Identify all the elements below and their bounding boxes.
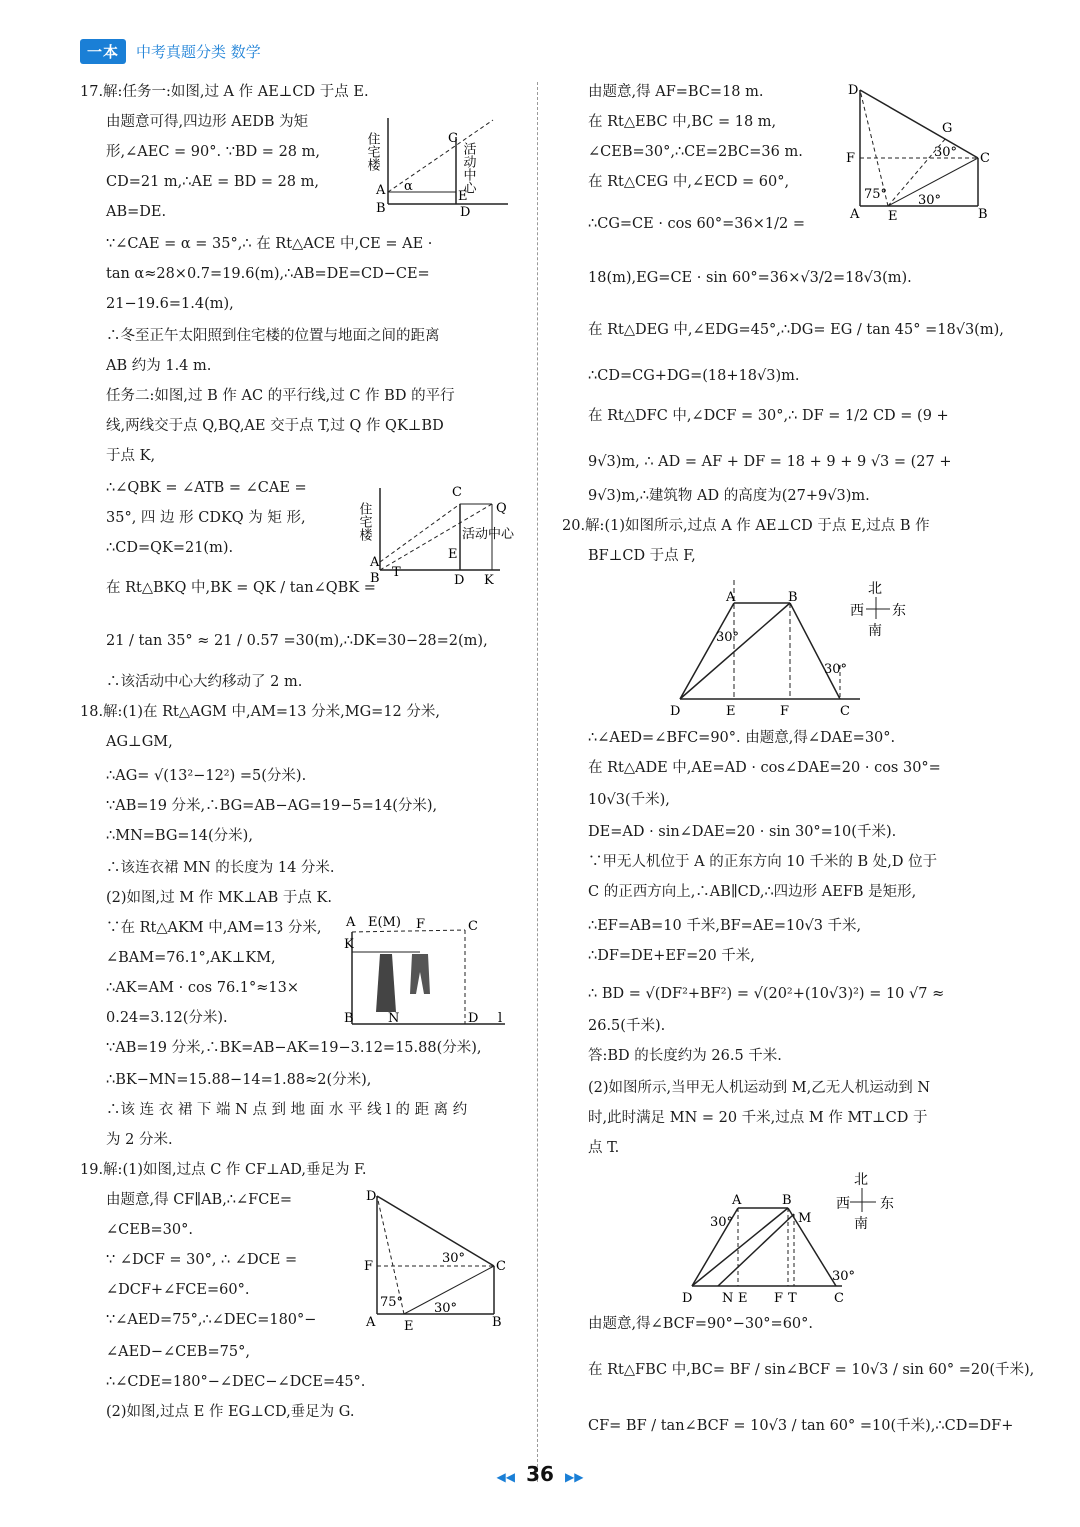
text-line: tan α≈28×0.7=19.6(m),∴AB=DE=CD−CE=: [106, 266, 430, 282]
figure-20-part1: [660, 575, 920, 723]
figure-17-task2: [356, 482, 520, 592]
text-line: 由题意可得,四边形 AEDB 为矩: [106, 114, 309, 130]
text-line: 20.解:(1)如图所示,过点 A 作 AE⊥CD 于点 E,过点 B 作: [562, 518, 930, 534]
point-B: B: [782, 1193, 792, 1208]
point-C: C: [840, 704, 850, 719]
text-line: 在 Rt△DEG 中,∠EDG=45°,∴DG= EG / tan 45° =18√3(m),: [588, 322, 1004, 338]
text-line: CD=21 m,∴AE = BD = 28 m,: [106, 174, 320, 190]
point-EM: E(M): [368, 915, 401, 930]
point-B: B: [370, 571, 380, 586]
point-M: M: [798, 1211, 812, 1226]
point-E: E: [738, 1291, 748, 1306]
text-line: 由题意,得 AF=BC=18 m.: [588, 84, 764, 100]
prev-arrow-icon: ◀◀: [496, 1470, 515, 1484]
text-line: ∴∠AED=∠BFC=90°. 由题意,得∠DAE=30°.: [588, 730, 896, 746]
text-line: 19.解:(1)如图,过点 C 作 CF⊥AD,垂足为 F.: [80, 1162, 367, 1178]
figure-20-part2: [676, 1168, 916, 1308]
next-arrow-icon: ▶▶: [565, 1470, 584, 1484]
text-line: 时,此时满足 MN = 20 千米,过点 M 作 MT⊥CD 于: [588, 1110, 928, 1126]
text-line: ∠BAM=76.1°,AK⊥KM,: [106, 950, 276, 966]
text-line: ∴AG= √(13²−12²) =5(分米).: [106, 768, 307, 784]
book-title: 中考真题分类 数学: [136, 42, 261, 61]
angle-30-C: 30°: [832, 1269, 856, 1284]
column-divider: [537, 82, 538, 1482]
point-K: K: [484, 573, 494, 588]
text-line: ∵∠AED=75°,∴∠DEC=180°−: [106, 1312, 317, 1328]
text-line: ∵AB=19 分米,∴BG=AB−AG=19−5=14(分米),: [106, 798, 438, 814]
point-D: D: [848, 83, 859, 98]
text-line: ∴BK−MN=15.88−14=1.88≈2(分米),: [106, 1072, 372, 1088]
text-line: 在 Rt△ADE 中,AE=AD · cos∠DAE=20 · cos 30°=: [588, 760, 941, 776]
point-B: B: [978, 207, 988, 222]
angle-30-top: 30°: [442, 1251, 466, 1266]
text-line: ∴MN=BG=14(分米),: [106, 828, 253, 844]
point-E: E: [448, 547, 458, 562]
text-line: ∴CD=CG+DG=(18+18√3)m.: [588, 368, 800, 384]
compass-south: 南: [854, 1216, 868, 1232]
label-building: 住宅楼: [364, 132, 380, 171]
point-F: F: [846, 151, 856, 166]
compass-west: 西: [850, 603, 864, 619]
text-line: 18(m),EG=CE · sin 60°=36×√3/2=18√3(m).: [588, 270, 912, 286]
text-line: ∵ ∠DCF = 30°, ∴ ∠DCE =: [106, 1252, 298, 1268]
figure-19-part1: [362, 1186, 512, 1334]
page-number: 36: [526, 1462, 554, 1486]
text-line: AG⊥GM,: [106, 734, 173, 750]
text-line: ∴该连衣裙 MN 的长度为 14 分米.: [106, 860, 335, 876]
point-C: C: [496, 1259, 506, 1274]
text-line: ∠CEB=30°,∴CE=2BC=36 m.: [588, 144, 803, 160]
text-line: 9√3)m,∴建筑物 AD 的高度为(27+9√3)m.: [588, 488, 870, 504]
compass-east: 东: [892, 603, 906, 619]
text-line: 0.24=3.12(分米).: [106, 1010, 228, 1026]
angle-30-C: 30°: [824, 662, 848, 677]
text-line: 点 T.: [588, 1140, 620, 1156]
point-C: C: [448, 131, 458, 146]
text-line: 线,两线交于点 Q,BQ,AE 交于点 T,过 Q 作 QK⊥BD: [106, 418, 444, 434]
point-B: B: [788, 590, 798, 605]
text-line: ∠CEB=30°.: [106, 1222, 193, 1238]
brand-logo: 一本: [80, 39, 126, 64]
text-line: ∴∠QBK = ∠ATB = ∠CAE =: [106, 480, 307, 496]
text-line: C 的正西方向上,∴AB∥CD,∴四边形 AEFB 是矩形,: [588, 884, 917, 900]
text-line: AB=DE.: [106, 204, 167, 220]
text-line: AB 约为 1.4 m.: [106, 358, 212, 374]
text-line: 形,∠AEC = 90°. ∵BD = 28 m,: [106, 144, 320, 160]
label-center: 活动中心: [462, 527, 515, 542]
text-line: ∵甲无人机位于 A 的正东方向 10 千米的 B 处,D 位于: [588, 854, 938, 870]
point-K: K: [344, 937, 354, 952]
text-line: 9√3)m, ∴ AD = AF + DF = 18 + 9 + 9 √3 = (27 +: [588, 454, 952, 470]
text-line: 10√3(千米),: [588, 792, 670, 808]
page-footer: [0, 1462, 1080, 1486]
point-F: F: [416, 917, 426, 932]
point-F: F: [774, 1291, 784, 1306]
text-line: 由题意,得 CF∥AB,∴∠FCE=: [106, 1192, 293, 1208]
text-line: 于点 K,: [106, 448, 156, 464]
text-line: 21−19.6=1.4(m),: [106, 296, 234, 312]
compass-west: 西: [836, 1196, 850, 1212]
text-line: 18.解:(1)在 Rt△AGM 中,AM=13 分米,MG=12 分米,: [80, 704, 440, 720]
text-line: 在 Rt△EBC 中,BC = 18 m,: [588, 114, 777, 130]
point-A: A: [376, 183, 386, 198]
compass-north: 北: [868, 581, 882, 597]
text-line: ∴冬至正午太阳照到住宅楼的位置与地面之间的距离: [106, 328, 440, 344]
text-line: ∵∠CAE = α = 35°,∴ 在 Rt△ACE 中,CE = AE ·: [106, 236, 433, 252]
label-center: 活动中心: [460, 142, 476, 194]
text-line: ∴CD=QK=21(m).: [106, 540, 234, 556]
point-N: N: [722, 1291, 734, 1306]
text-line: 21 / tan 35° ≈ 21 / 0.57 =30(m),∴DK=30−28=2(m),: [106, 633, 488, 649]
text-line: ∴ BD = √(DF²+BF²) = √(20²+(10√3)²) = 10 √7 ≈: [588, 986, 945, 1002]
page-header: [80, 38, 261, 64]
text-line: ∴该 连 衣 裙 下 端 N 点 到 地 面 水 平 线 l 的 距 离 约: [106, 1102, 468, 1118]
text-line: (2)如图,过 M 作 MK⊥AB 于点 K.: [106, 890, 332, 906]
point-N: N: [388, 1011, 400, 1026]
point-E: E: [726, 704, 736, 719]
angle-75: 75°: [864, 187, 888, 202]
angle-30-bottom: 30°: [918, 193, 942, 208]
point-T: T: [788, 1291, 797, 1306]
point-E: E: [888, 209, 898, 224]
text-line: 26.5(千米).: [588, 1018, 666, 1034]
angle-alpha: α: [404, 179, 413, 194]
text-line: 由题意,得∠BCF=90°−30°=60°.: [588, 1316, 813, 1332]
text-line: 任务二:如图,过 B 作 AC 的平行线,过 C 作 BD 的平行: [106, 388, 455, 404]
point-T: T: [392, 565, 401, 580]
compass-south: 南: [868, 623, 882, 639]
point-C: C: [834, 1291, 844, 1306]
text-line: ∠DCF+∠FCE=60°.: [106, 1282, 250, 1298]
text-line: ∵在 Rt△AKM 中,AM=13 分米,: [106, 920, 322, 936]
point-F: F: [364, 1259, 374, 1274]
text-line: ∴∠CDE=180°−∠DEC−∠DCE=45°.: [106, 1374, 366, 1390]
compass-east: 东: [880, 1196, 894, 1212]
point-A: A: [732, 1193, 742, 1208]
text-line: 在 Rt△FBC 中,BC= BF / sin∠BCF = 10√3 / sin 60° =20(千米),: [588, 1362, 1035, 1378]
point-E: E: [404, 1319, 414, 1334]
point-C: C: [468, 919, 478, 934]
text-line: 在 Rt△DFC 中,∠DCF = 30°,∴ DF = 1/2 CD = (9 +: [588, 408, 949, 424]
point-D: D: [682, 1291, 693, 1306]
angle-30-top: 30°: [934, 145, 958, 160]
text-line: (2)如图,过点 E 作 EG⊥CD,垂足为 G.: [106, 1404, 355, 1420]
text-line: 答:BD 的长度约为 26.5 千米.: [588, 1048, 782, 1064]
text-line: ∴该活动中心大约移动了 2 m.: [106, 674, 303, 690]
point-D: D: [468, 1011, 479, 1026]
text-line: 35°, 四 边 形 CDKQ 为 矩 形,: [106, 510, 306, 526]
point-A: A: [726, 590, 736, 605]
point-B: B: [376, 201, 386, 216]
figure-17-task1: [364, 112, 513, 222]
angle-30-bottom: 30°: [434, 1301, 458, 1316]
point-G: G: [942, 121, 953, 136]
compass-north: 北: [854, 1172, 868, 1188]
text-line: 17.解:任务一:如图,过 A 作 AE⊥CD 于点 E.: [80, 84, 369, 100]
figure-19-part2: [842, 80, 992, 225]
text-line: ∵AB=19 分米,∴BK=AB−AK=19−3.12=15.88(分米),: [106, 1040, 482, 1056]
point-A: A: [850, 207, 860, 222]
point-A: A: [370, 555, 380, 570]
line-l: l: [498, 1011, 503, 1026]
point-Q: Q: [496, 501, 507, 516]
text-line: ∠AED−∠CEB=75°,: [106, 1344, 250, 1360]
point-C: C: [452, 485, 462, 500]
point-B: B: [344, 1011, 354, 1026]
text-line: (2)如图所示,当甲无人机运动到 M,乙无人机运动到 N: [588, 1080, 931, 1096]
text-line: ∴AK=AM · cos 76.1°≈13×: [106, 980, 300, 996]
text-line: ∴EF=AB=10 千米,BF=AE=10√3 千米,: [588, 918, 862, 934]
point-E: E: [458, 189, 468, 204]
point-C: C: [980, 151, 990, 166]
text-line: BF⊥CD 于点 F,: [588, 548, 696, 564]
text-line: DE=AD · sin∠DAE=20 · sin 30°=10(千米).: [588, 824, 897, 840]
point-F: F: [780, 704, 790, 719]
angle-75: 75°: [380, 1295, 404, 1310]
point-D: D: [366, 1189, 377, 1204]
point-D: D: [460, 205, 471, 220]
text-line: ∴DF=DE+EF=20 千米,: [588, 948, 755, 964]
text-line: 在 Rt△BKQ 中,BK = QK / tan∠QBK =: [106, 580, 376, 596]
point-A: A: [346, 915, 356, 930]
angle-30-A: 30°: [716, 630, 740, 645]
figure-18: [340, 912, 515, 1032]
point-A: A: [366, 1315, 376, 1330]
angle-30-A: 30°: [710, 1215, 734, 1230]
point-D: D: [454, 573, 465, 588]
text-line: 为 2 分米.: [106, 1132, 173, 1148]
text-line: 在 Rt△CEG 中,∠ECD = 60°,: [588, 174, 790, 190]
point-B: B: [492, 1315, 502, 1330]
point-D: D: [670, 704, 681, 719]
text-line: ∴CG=CE · cos 60°=36×1/2 =: [588, 216, 806, 232]
text-line: CF= BF / tan∠BCF = 10√3 / tan 60° =10(千米),∴CD=DF+: [588, 1418, 1014, 1434]
label-building: 住宅楼: [356, 502, 372, 541]
